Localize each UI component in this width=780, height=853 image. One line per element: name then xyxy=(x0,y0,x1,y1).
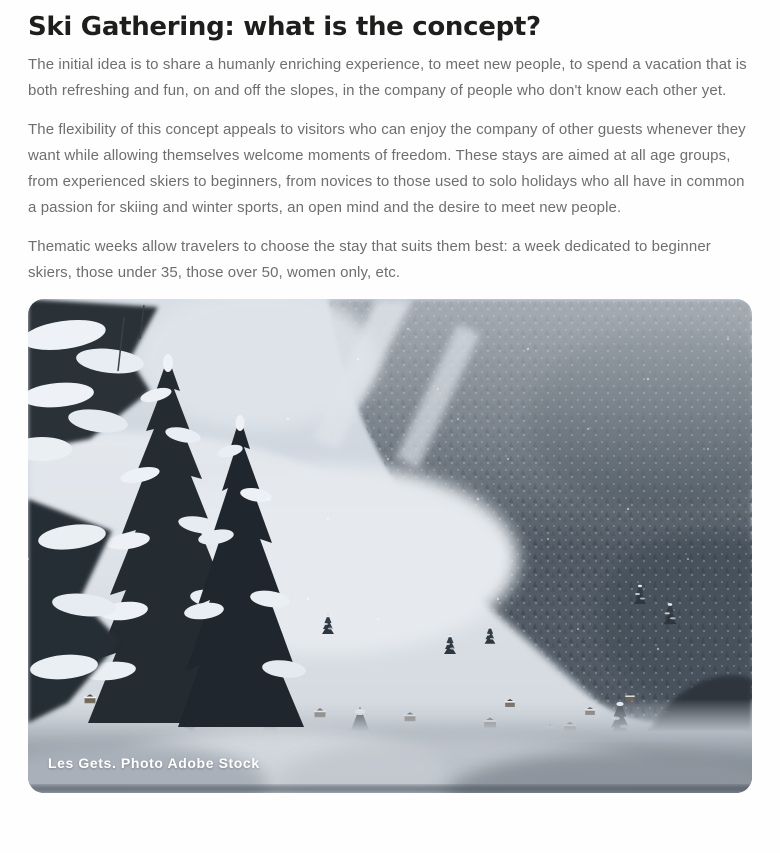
flexibility-paragraph: The flexibility of this concept appeals to visitors who can enjoy the company of other guests whenever they want while allowing themselves welcome moments of freedom. These stays are aimed at all age groups, from experienced skiers to beginners, from novices to those used to solo holidays who all have in common a passion for skiing and winter sports, an open mind and the desire to meet new people. xyxy=(28,121,746,216)
intro-paragraph: The initial idea is to share a humanly enriching experience, to meet new people, to spend a vacation that is both refreshing and fun, on and off the slopes, in the company of people who don't know each other yet. xyxy=(28,56,747,99)
article-photo xyxy=(28,299,752,793)
thematic-weeks-paragraph: Thematic weeks allow travelers to choose the stay that suits them best: a week dedicated to beginner skiers, those under 35, those over 50, women only, etc. xyxy=(28,238,711,281)
photo-caption: Les Gets. Photo Adobe Stock xyxy=(48,755,260,771)
winter-village-photo-illustration xyxy=(28,299,752,793)
page-title: Ski Gathering: what is the concept? xyxy=(28,12,541,42)
